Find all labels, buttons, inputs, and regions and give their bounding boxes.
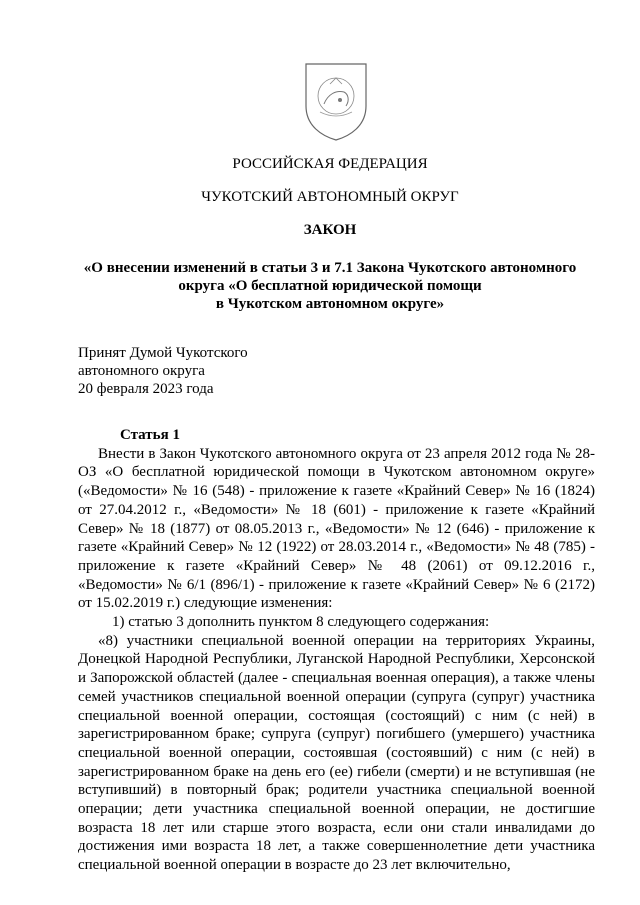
region-name: ЧУКОТСКИЙ АВТОНОМНЫЙ ОКРУГ [201, 189, 459, 205]
article-title: Статья 1 [120, 427, 180, 443]
adoption-line: автономного округа [78, 363, 205, 379]
coat-of-arms-icon [302, 60, 370, 142]
law-title [60, 259, 600, 313]
article-item: 1) статью 3 дополнить пунктом 8 следующего содержания: [112, 614, 490, 631]
article-item: «8) участники специальной военной операции на территориях Украины, Донецкой Народной Республики, Луганской Народной Республики, Херсонской и Запорожской областей (далее - специальная военная операция), а также члены семей участников специальной военной операции (супруга (супруг) участника специальной военной операции, состоящая (состоящий) с ним (с ней) в зарегистрированном браке; супруга (супруг) погибшего (умершего) участника специальной военной операции, состоявшая (состоявший) с ним (с ней) в зарегистрированном браке на день его (ее) гибели (смерти) и не вступившая (не вступивший) в повторный брак; родители участника специальной военной операции; дети участника специальной военной операции, не достигшие возраста 18 лет или старше этого возраста, если они стали инвалидами до достижения ими возраста 18 лет, а также совершеннолетние дети участника специальной военной операции в возрасте до 23 лет включительно, [78, 632, 595, 874]
country-name: РОССИЙСКАЯ ФЕДЕРАЦИЯ [232, 156, 428, 172]
adoption-line: Принят Думой Чукотского [78, 345, 248, 361]
law-title-line: округа «О бесплатной юридической помощи [178, 278, 482, 294]
adoption-date: 20 февраля 2023 года [78, 381, 214, 397]
document-type: ЗАКОН [303, 222, 357, 238]
law-title-line: «О внесении изменений в статьи 3 и 7.1 Закона Чукотского автономного [83, 260, 577, 276]
article-body [78, 426, 595, 875]
law-title-line: в Чукотском автономном округе» [215, 296, 445, 312]
adoption-info [78, 344, 248, 398]
article-paragraph: Внести в Закон Чукотского автономного округа от 23 апреля 2012 года № 28-ОЗ «О бесплатной юридической помощи в Чукотском автономном округе» («Ведомости» № 16 (548) - приложение к газете «Крайний Север» № 16 (1824) от 27.04.2012 г., «Ведомости» № 18 (601) - приложение к газете «Крайний Север» № 18 (1877) от 08.05.2013 г., «Ведомости» № 12 (646) - приложение к газете «Крайний Север» № 12 (1922) от 28.03.2014 г., «Ведомости» № 48 (785) - приложение к газете «Крайний Север» № 48 (2061) от 09.12.2016 г., «Ведомости» № 6/1 (896/1) - приложение к газете «Крайний Север» № 6 (2172) от 15.02.2019 г.) следующие изменения: [78, 445, 595, 612]
